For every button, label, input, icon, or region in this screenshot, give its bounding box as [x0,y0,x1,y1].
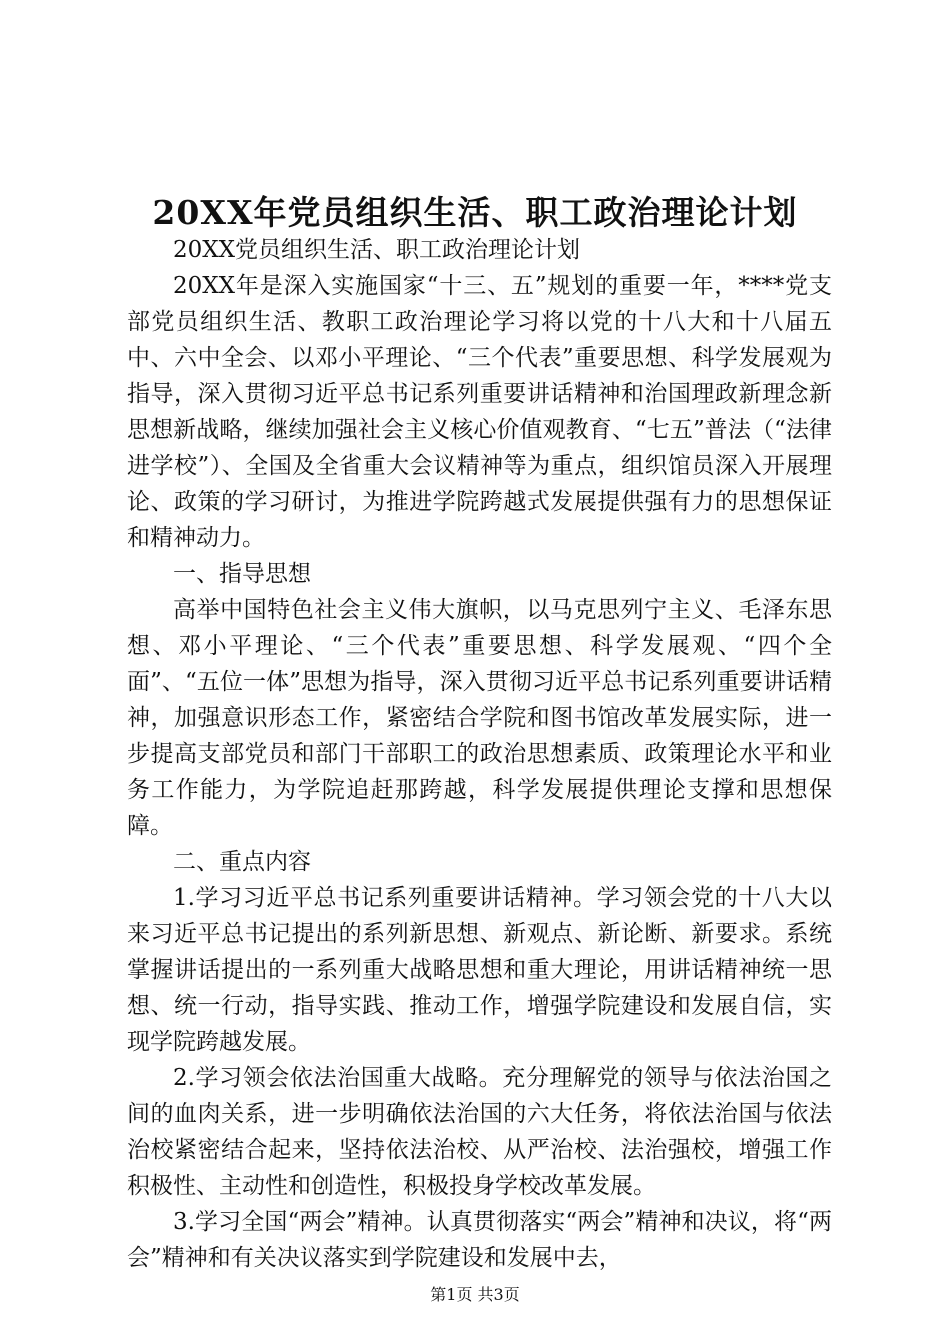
section-heading-guiding-thought: 一、指导思想 [173,561,311,587]
subtitle-paragraph: 20XX党员组织生活、职工政治理论计划 [173,237,581,263]
key-content-item-2: 2.学习领会依法治国重大战略。充分理解党的领导与依法治国之间的血肉关系，进一步明确依法治国的六大任务，将依法治国与依法治校紧密结合起来，坚持依法治校、从严治校、法治强校，增强工作积极性、主动性和创造性，积极投身学校改革发展。 [127,1065,832,1199]
page-footer: 第1页 共3页 [430,1285,520,1304]
key-content-item-1: 1.学习习近平总书记系列重要讲话精神。学习领会党的十八大以来习近平总书记提出的系列新思想、新观点、新论断、新要求。系统掌握讲话提出的一系列重大战略思想和重大理论，用讲话精神统一思想、统一行动，指导实践、推动工作，增强学院建设和发展自信，实现学院跨越发展。 [127,885,832,1055]
intro-paragraph: 20XX年是深入实施国家“十三、五”规划的重要一年，****党支部党员组织生活、教职工政治理论学习将以党的十八大和十八届五中、六中全会、以邓小平理论、“三个代表”重要思想、科学发展观为指导，深入贯彻习近平总书记系列重要讲话精神和治国理政新理念新思想新战略，继续加强社会主义核心价值观教育、“七五”普法（“法律进学校”）、全国及全省重大会议精神等为重点，组织馆员深入开展理论、政策的学习研讨，为推进学院跨越式发展提供强有力的思想保证和精神动力。 [127,273,833,551]
document-body [127,232,832,1276]
key-content-item-3: 3.学习全国“两会”精神。认真贯彻落实“两会”精神和决议，将“两会”精神和有关决议落实到学院建设和发展中去， [127,1209,832,1271]
document-title: 20XX年党员组织生活、职工政治理论计划 [152,193,798,232]
section-heading-key-content: 二、重点内容 [173,849,311,875]
guiding-thought-paragraph: 高举中国特色社会主义伟大旗帜，以马克思列宁主义、毛泽东思想、邓小平理论、“三个代表”重要思想、科学发展观、“四个全面”、“五位一体”思想为指导，深入贯彻习近平总书记系列重要讲话精神，加强意识形态工作，紧密结合学院和图书馆改革发展实际，进一步提高支部党员和部门干部职工的政治思想素质、政策理论水平和业务工作能力，为学院追赶那跨越，科学发展提供理论支撑和思想保障。 [127,597,832,839]
